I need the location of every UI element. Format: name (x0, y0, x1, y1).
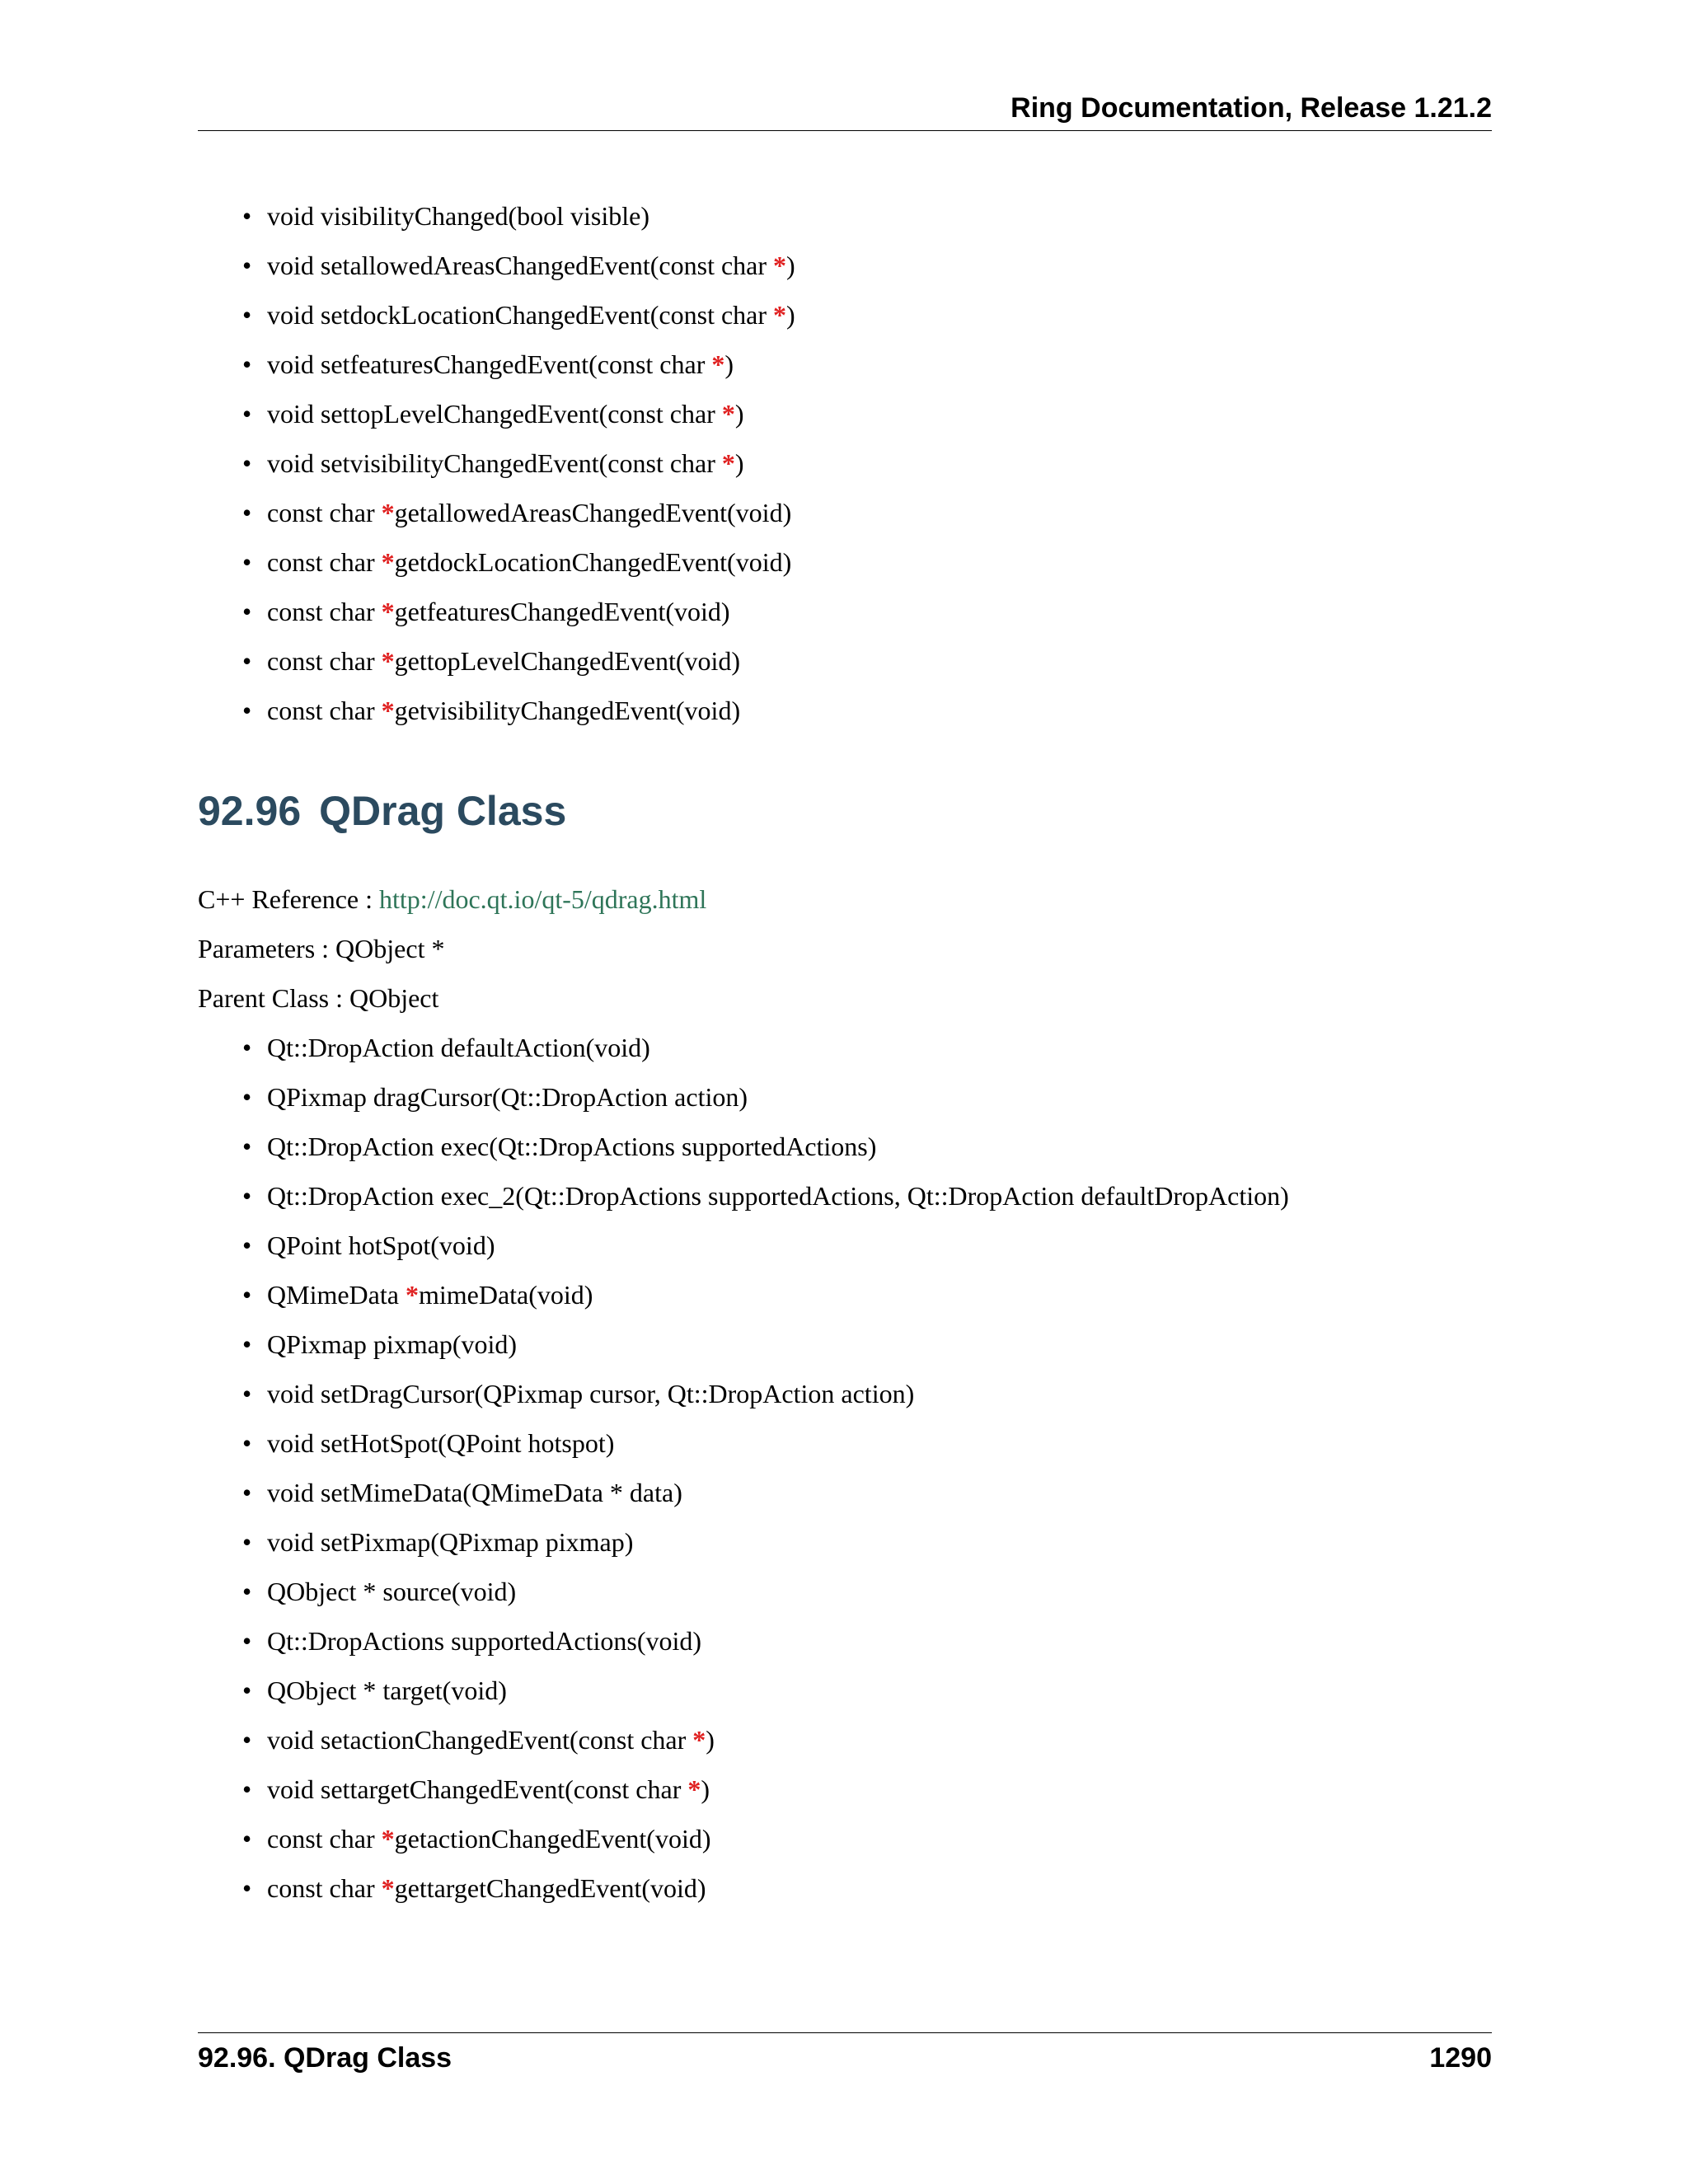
list-item (198, 488, 1492, 537)
item-text: const char (267, 547, 382, 577)
item-text: const char (267, 498, 382, 527)
list-item (198, 290, 1492, 340)
list-item (198, 1072, 1492, 1122)
item-text: const char (267, 696, 382, 725)
footer-rule (198, 2032, 1492, 2033)
list-item (198, 340, 1492, 389)
item-text-suffix: getactionChangedEvent(void) (394, 1824, 711, 1854)
item-text: const char (267, 1873, 382, 1903)
item-text-suffix: ) (724, 349, 734, 379)
item-text: Qt::DropAction defaultAction(void) (267, 1033, 650, 1062)
pointer-star: * (721, 448, 735, 478)
list-item (198, 1715, 1492, 1765)
pointer-star: * (381, 646, 395, 676)
pointer-star: * (381, 597, 395, 626)
item-text-suffix: gettargetChangedEvent(void) (394, 1873, 706, 1903)
item-text-suffix: getallowedAreasChangedEvent(void) (394, 498, 792, 527)
item-text: const char (267, 646, 382, 676)
pointer-star: * (773, 251, 787, 280)
list-item (198, 1023, 1492, 1072)
item-text-suffix: ) (786, 251, 795, 280)
list-item (198, 1517, 1492, 1567)
item-text: void setMimeData(QMimeData * data) (267, 1478, 682, 1507)
pointer-star: * (711, 349, 725, 379)
item-text-suffix: ) (734, 399, 744, 429)
item-text: void setactionChangedEvent(const char (267, 1725, 693, 1755)
section-title (198, 787, 566, 835)
item-text: void setvisibilityChangedEvent(const char (267, 448, 722, 478)
item-text: void setPixmap(QPixmap pixmap) (267, 1527, 634, 1557)
item-text: QPixmap pixmap(void) (267, 1329, 518, 1359)
item-text-suffix: getvisibilityChangedEvent(void) (394, 696, 741, 725)
item-text: QObject * source(void) (267, 1577, 517, 1606)
list-item (198, 1171, 1492, 1221)
pointer-star: * (381, 1824, 395, 1854)
pointer-star: * (381, 547, 395, 577)
list-item (198, 636, 1492, 686)
list-item (198, 1221, 1492, 1270)
list-item (198, 1765, 1492, 1814)
list-item (198, 1814, 1492, 1863)
item-text: Qt::DropAction exec_2(Qt::DropActions supportedActions, Qt::DropAction defaultDropAction) (267, 1181, 1289, 1211)
section-title-text: QDrag Class (319, 788, 567, 834)
item-text-suffix: mimeData(void) (418, 1280, 593, 1310)
item-text: void setDragCursor(QPixmap cursor, Qt::DropAction action) (267, 1379, 915, 1408)
pointer-star: * (687, 1774, 701, 1804)
list-item (198, 438, 1492, 488)
list-item (198, 1468, 1492, 1517)
pointer-star: * (692, 1725, 706, 1755)
item-text: Qt::DropAction exec(Qt::DropActions supportedActions) (267, 1132, 877, 1161)
pointer-star: * (381, 498, 395, 527)
footer-section: 92.96. QDrag Class (198, 2042, 452, 2074)
item-text-suffix: ) (706, 1725, 715, 1755)
list-item (198, 1567, 1492, 1616)
pointer-star: * (405, 1280, 419, 1310)
item-text: void settopLevelChangedEvent(const char (267, 399, 722, 429)
item-text-suffix: ) (786, 300, 795, 330)
item-text: void settargetChangedEvent(const char (267, 1774, 688, 1804)
pointer-star: * (721, 399, 735, 429)
item-text-suffix: getfeaturesChangedEvent(void) (394, 597, 730, 626)
item-text: void visibilityChanged(bool visible) (267, 201, 649, 231)
parent-class: Parent Class : QObject (198, 983, 439, 1013)
pointer-star: * (773, 300, 787, 330)
page-header: Ring Documentation, Release 1.21.2 (1010, 92, 1492, 124)
list-item (198, 389, 1492, 438)
header-rule (198, 130, 1492, 131)
item-text-suffix: ) (734, 448, 744, 478)
item-text: const char (267, 1824, 382, 1854)
item-text: QPoint hotSpot(void) (267, 1230, 495, 1260)
item-text: QPixmap dragCursor(Qt::DropAction action) (267, 1082, 748, 1112)
list-item (198, 191, 1492, 241)
pointer-star: * (381, 696, 395, 725)
list-item (198, 1122, 1492, 1171)
parameters: Parameters : QObject * (198, 934, 445, 963)
cpp-reference-label: C++ Reference : (198, 884, 379, 914)
item-text: Qt::DropActions supportedActions(void) (267, 1626, 702, 1656)
cpp-reference-link[interactable]: http://doc.qt.io/qt-5/qdrag.html (379, 884, 707, 914)
list-item (198, 1369, 1492, 1418)
section-number: 92.96 (198, 788, 302, 834)
item-text: QMimeData (267, 1280, 406, 1310)
item-text: void setallowedAreasChangedEvent(const char (267, 251, 774, 280)
list-item (198, 1863, 1492, 1913)
list-item (198, 1270, 1492, 1319)
list-item (198, 686, 1492, 735)
list-item (198, 241, 1492, 290)
item-text: const char (267, 597, 382, 626)
list-item (198, 587, 1492, 636)
footer-page-number: 1290 (1429, 2042, 1492, 2074)
item-text-suffix: getdockLocationChangedEvent(void) (394, 547, 792, 577)
list-item (198, 1319, 1492, 1369)
cpp-reference (198, 874, 706, 924)
item-text-suffix: ) (701, 1774, 710, 1804)
qdrag-method-list (198, 1023, 1492, 1913)
list-item (198, 1616, 1492, 1666)
top-method-list (198, 191, 1492, 735)
list-item (198, 537, 1492, 587)
item-text: void setHotSpot(QPoint hotspot) (267, 1428, 615, 1458)
pointer-star: * (381, 1873, 395, 1903)
item-text: void setfeaturesChangedEvent(const char (267, 349, 712, 379)
item-text: QObject * target(void) (267, 1675, 507, 1705)
list-item (198, 1666, 1492, 1715)
item-text: void setdockLocationChangedEvent(const char (267, 300, 774, 330)
list-item (198, 1418, 1492, 1468)
item-text-suffix: gettopLevelChangedEvent(void) (394, 646, 741, 676)
